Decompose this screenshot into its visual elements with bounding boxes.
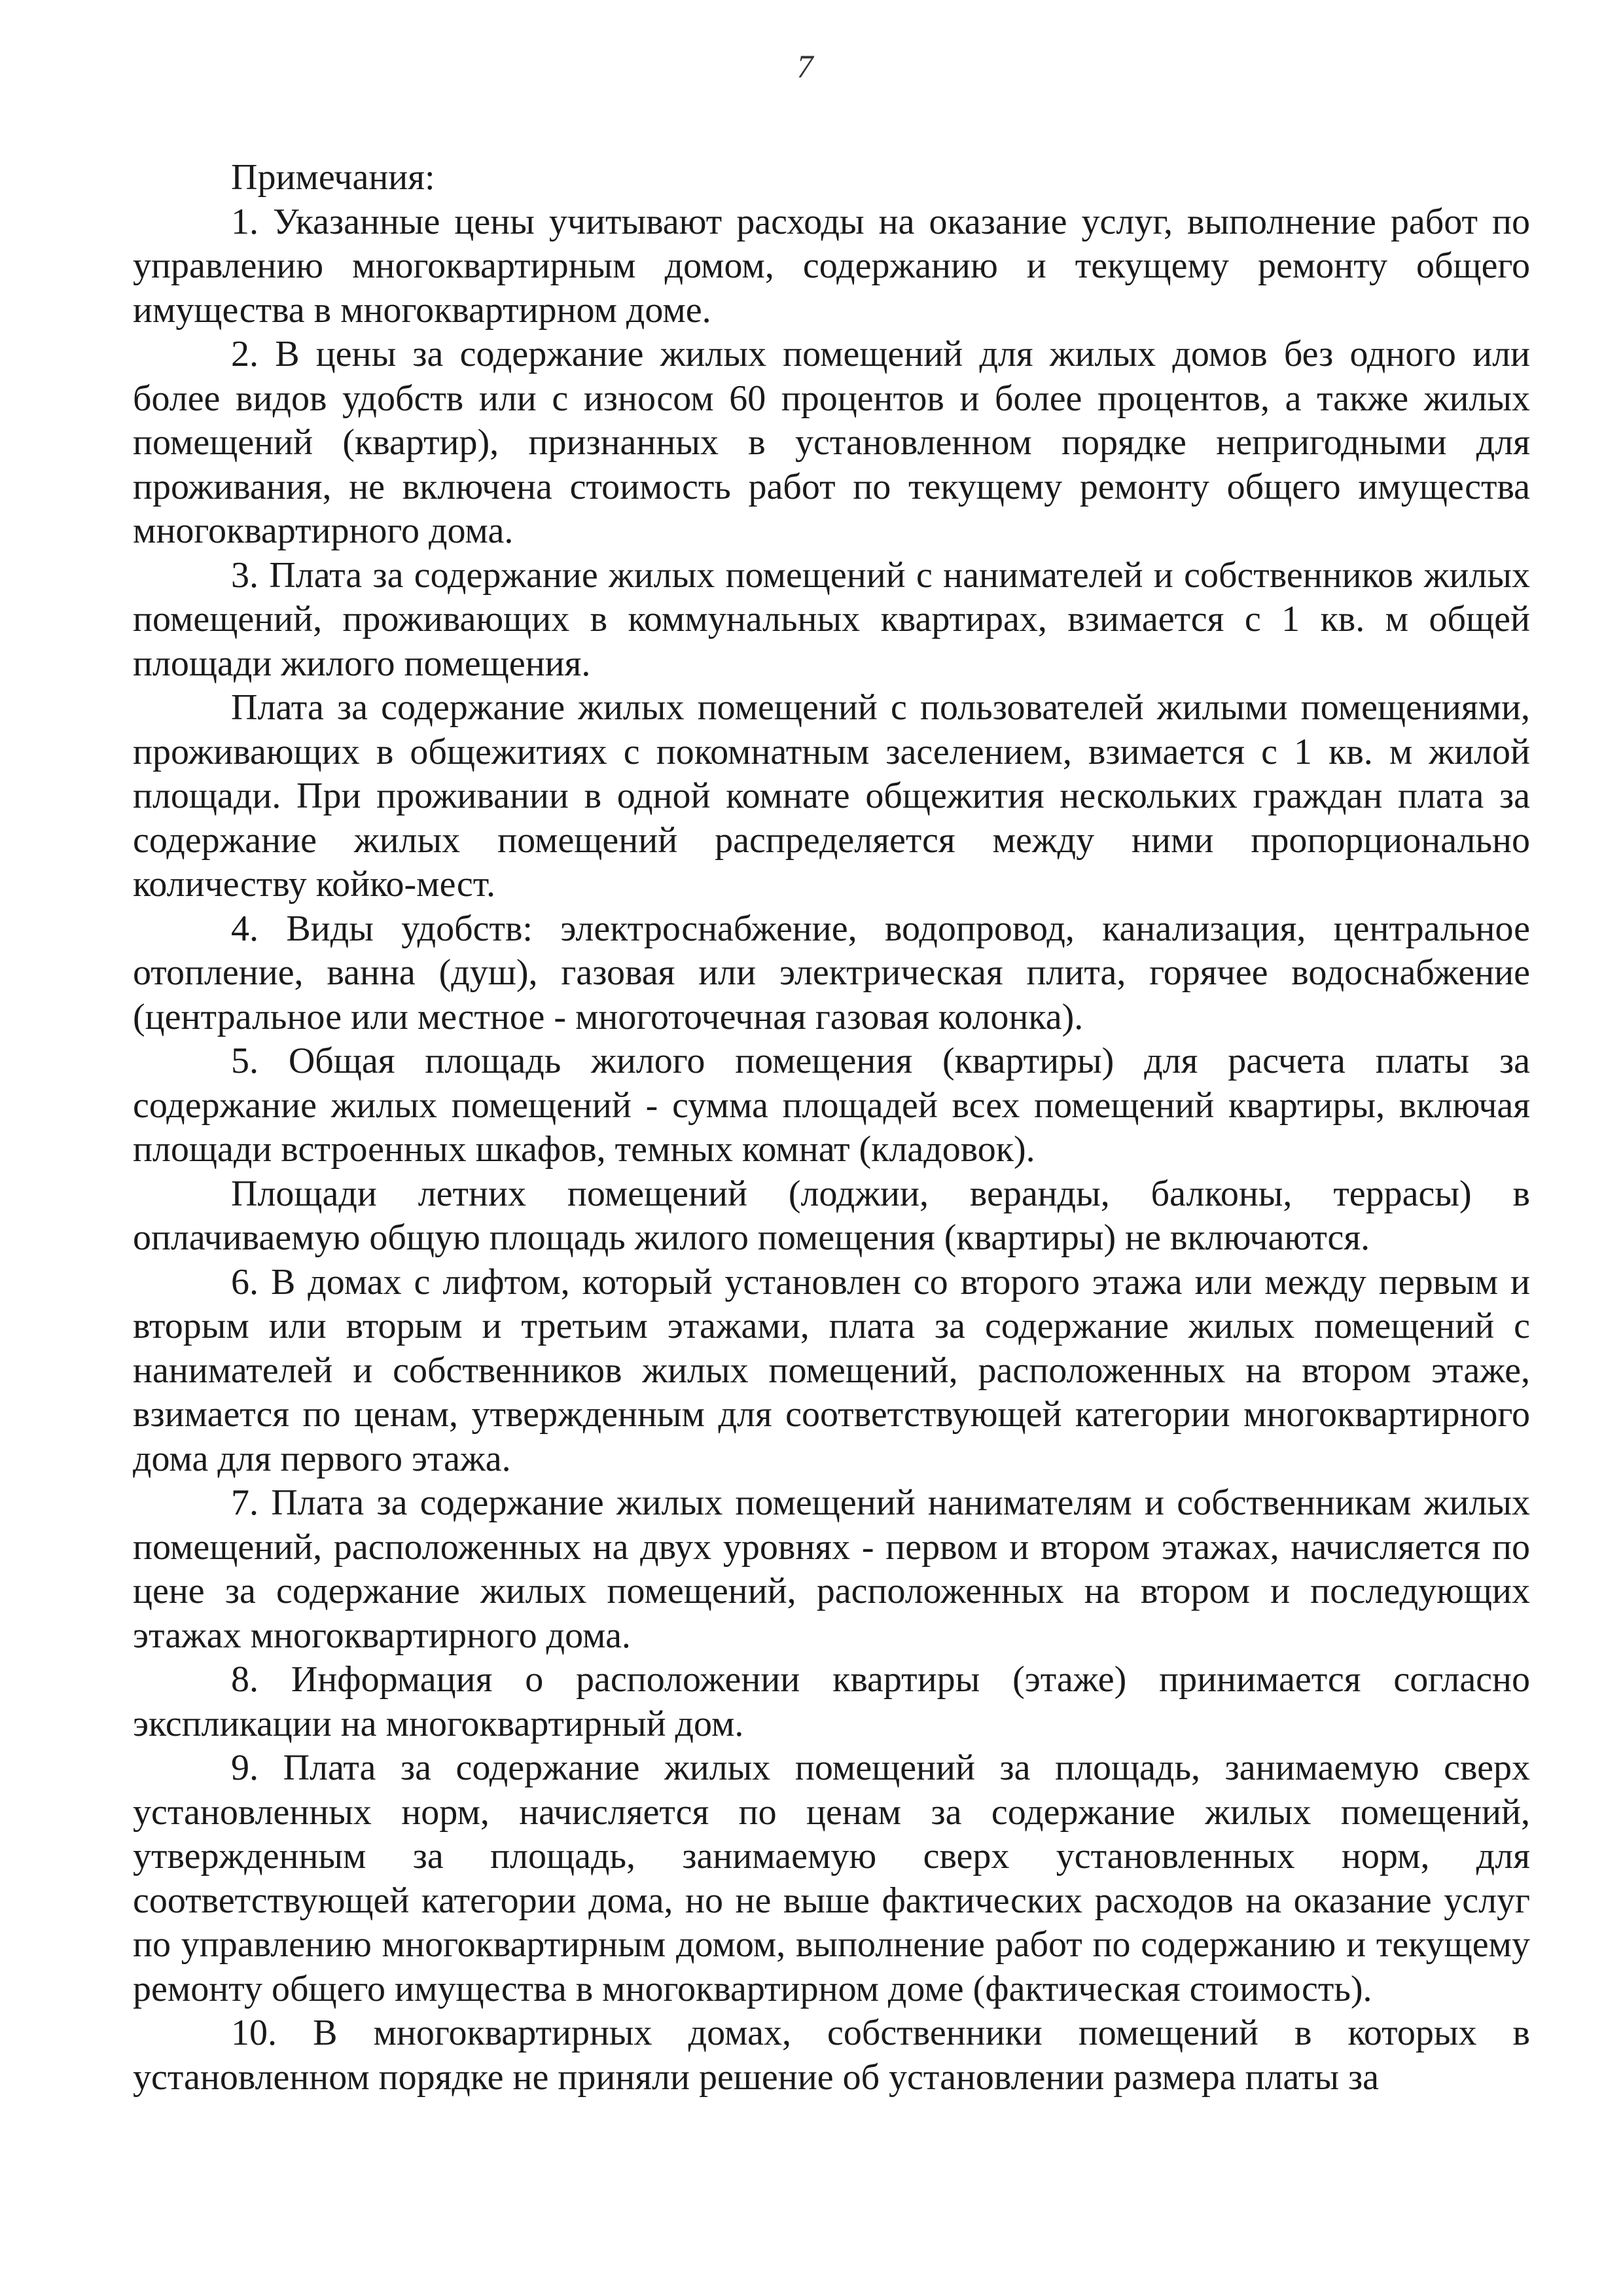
note-paragraph-3: 3. Плата за содержание жилых помещений с нанимателей и собственников жилых помещений, проживающих в коммунальных квартирах, взимается с 1 кв. м общей площади жилого помещения. bbox=[133, 554, 1530, 684]
note-paragraph-7: 7. Плата за содержание жилых помещений нанимателям и собственникам жилых помещений, расположенных на двух уровнях - первом и втором этажах, начисляется по цене за содержание жилых помещений, расположенных на втором и последующих этажах многоквартирного дома. bbox=[133, 1482, 1530, 1656]
note-paragraph-3-continued: Плата за содержание жилых помещений с пользователей жилыми помещениями, проживающих в общежитиях с покомнатным заселением, взимается с 1 кв. м жилой площади. При проживании в одной комнате общежития нескольких граждан плата за содержание жилых помещений распределяется между ними пропорционально количеству койко-мест. bbox=[133, 687, 1530, 905]
note-paragraph-8: 8. Информация о расположении квартиры (этаже) принимается согласно экспликации на многоквартирный дом. bbox=[133, 1659, 1530, 1744]
note-paragraph-9: 9. Плата за содержание жилых помещений за площадь, занимаемую сверх установленных норм, начисляется по ценам за содержание жилых помещений, утвержденным за площадь, занимаемую сверх установленных норм, для соответствующей категории дома, но не выше фактических расходов на оказание услуг по управлению многоквартирным домом, выполнение работ по содержанию и текущему ремонту общего имущества в многоквартирном доме (фактическая стоимость). bbox=[133, 1748, 1530, 2009]
page-number: 7 bbox=[796, 48, 813, 84]
note-paragraph-10: 10. В многоквартирных домах, собственники помещений в которых в установленном порядке не приняли решение об установлении размера платы за bbox=[133, 2013, 1530, 2098]
note-paragraph-4: 4. Виды удобств: электроснабжение, водопровод, канализация, центральное отопление, ванна (душ), газовая или электрическая плита, горячее водоснабжение (центральное или местное - многоточечная газовая колонка). bbox=[133, 908, 1530, 1037]
notes-heading: Примечания: bbox=[231, 157, 435, 198]
note-paragraph-6: 6. В домах с лифтом, который установлен со второго этажа или между первым и вторым или вторым и третьим этажами, плата за содержание жилых помещений с нанимателей и собственников жилых помещений, расположенных на втором этаже, взимается по ценам, утвержденным для соответствующей категории многоквартирного дома для первого этажа. bbox=[133, 1261, 1530, 1479]
note-paragraph-5-continued: Площади летних помещений (лоджии, веранды, балконы, террасы) в оплачиваемую общую площадь жилого помещения (квартиры) не включаются. bbox=[133, 1173, 1530, 1258]
document-body bbox=[133, 156, 1530, 2100]
note-paragraph-1: 1. Указанные цены учитывают расходы на оказание услуг, выполнение работ по управлению многоквартирным домом, содержанию и текущему ремонту общего имущества в многоквартирном доме. bbox=[133, 201, 1530, 331]
note-paragraph-5: 5. Общая площадь жилого помещения (квартиры) для расчета платы за содержание жилых помещений - сумма площадей всех помещений квартиры, включая площади встроенных шкафов, темных комнат (кладовок). bbox=[133, 1041, 1530, 1170]
note-paragraph-2: 2. В цены за содержание жилых помещений для жилых домов без одного или более видов удобств или с износом 60 процентов и более процентов, а также жилых помещений (квартир), признанных в установленном порядке непригодными для проживания, не включена стоимость работ по текущему ремонту общего имущества многоквартирного дома. bbox=[133, 334, 1530, 551]
